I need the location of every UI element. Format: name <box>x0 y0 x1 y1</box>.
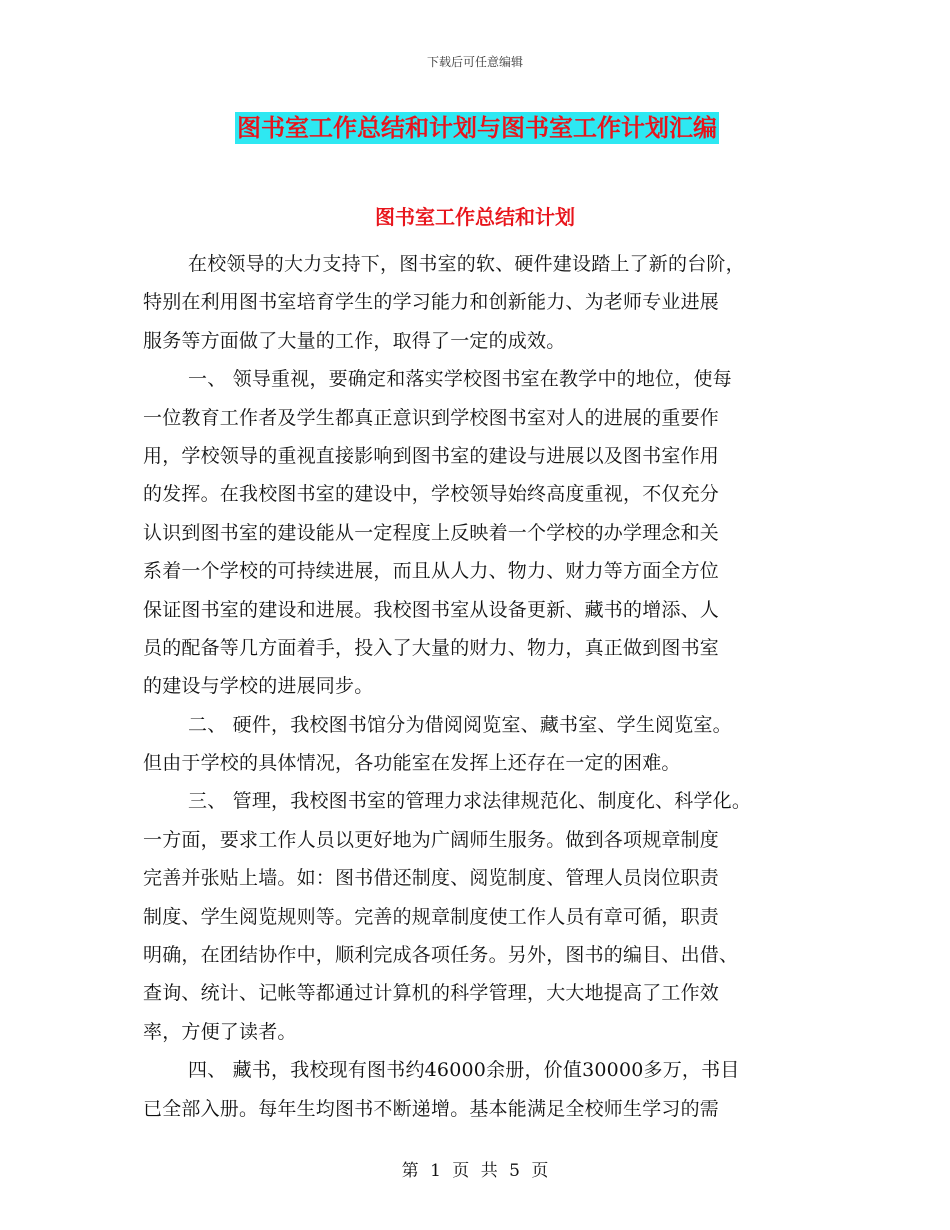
text-line: 制度、学生阅览规则等。完善的规章制度使工作人员有章可循，职责 <box>143 905 720 928</box>
text-line: 完善并张贴上墙。如：图书借还制度、阅览制度、管理人员岗位职责 <box>143 867 720 890</box>
text-line: 二、 硬件，我校图书馆分为借阅阅览室、藏书室、学生阅览室。 <box>188 713 732 736</box>
section-title: 图书室工作总结和计划 <box>375 205 575 229</box>
text-line: 查询、统计、记帐等都通过计算机的科学管理，大大地提高了工作效 <box>143 982 720 1005</box>
text-line: 特别在利用图书室培育学生的学习能力和创新能力、为老师专业进展 <box>143 291 720 314</box>
text-line: 明确，在团结协作中，顺利完成各项任务。另外，图书的编目、出借、 <box>143 944 739 967</box>
text-line: 三、 管理，我校图书室的管理力求法律规范化、制度化、科学化。 <box>188 790 752 813</box>
text-line: 系着一个学校的可持续进展，而且从人力、物力、财力等方面全方位 <box>143 560 720 583</box>
document-body <box>143 245 803 1128</box>
text-line: 员的配备等几方面着手，投入了大量的财力、物力，真正做到图书室 <box>143 636 720 659</box>
text-line: 已全部入册。每年生均图书不断递增。基本能满足全校师生学习的需 <box>143 1097 720 1120</box>
text-line: 率，方便了读者。 <box>143 1020 297 1043</box>
header-note: 下载后可任意编辑 <box>426 55 523 69</box>
page-footer: 第 1 页 共 5 页 <box>401 1161 549 1181</box>
text-line: 在校领导的大力支持下，图书室的软、硬件建设踏上了新的台阶， <box>188 253 745 275</box>
text-line: 的发挥。在我校图书室的建设中，学校领导始终高度重视，不仅充分 <box>143 483 720 506</box>
text-line: 一方面，要求工作人员以更好地为广阔师生服务。做到各项规章制度 <box>143 828 720 851</box>
text-line: 认识到图书室的建设能从一定程度上反映着一个学校的办学理念和关 <box>143 521 720 544</box>
text-line: 的建设与学校的进展同步。 <box>143 675 374 698</box>
text-line: 四、 藏书，我校现有图书约46000余册，价值30000多万，书目 <box>188 1059 740 1082</box>
text-line: 用，学校领导的重视直接影响到图书室的建设与进展以及图书室作用 <box>143 444 720 467</box>
text-line: 服务等方面做了大量的工作，取得了一定的成效。 <box>143 329 566 352</box>
text-line: 一、 领导重视，要确定和落实学校图书室在教学中的地位，使每 <box>188 368 732 391</box>
text-line: 但由于学校的具体情况，各功能室在发挥上还存在一定的困难。 <box>143 752 681 775</box>
text-line: 一位教育工作者及学生都真正意识到学校图书室对人的进展的重要作 <box>143 406 720 429</box>
document-main-title: 图书室工作总结和计划与图书室工作计划汇编 <box>237 114 717 142</box>
text-line: 保证图书室的建设和进展。我校图书室从设备更新、藏书的增添、人 <box>143 598 720 621</box>
